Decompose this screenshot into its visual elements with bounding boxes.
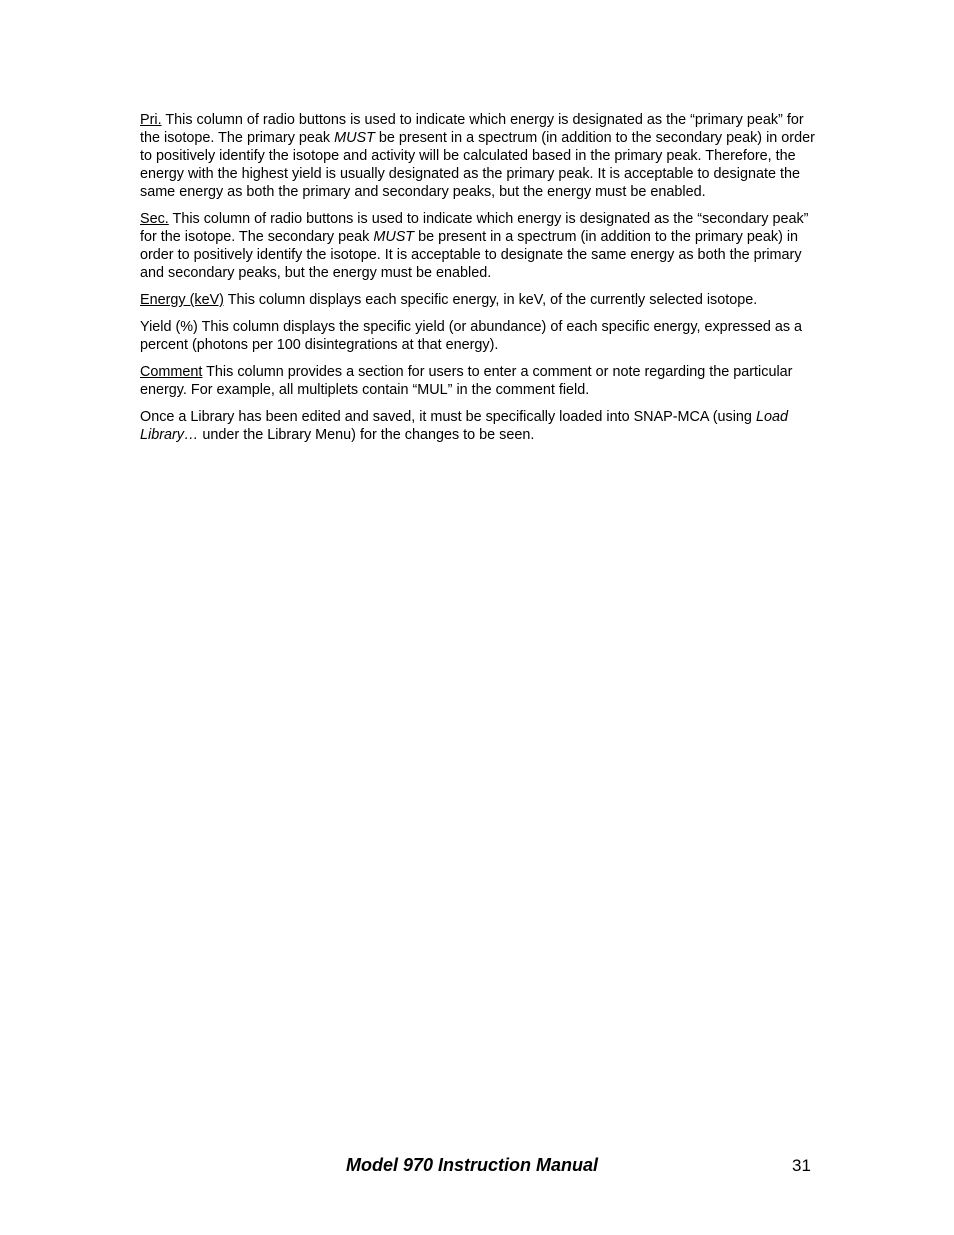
paragraph-sec <box>140 210 820 282</box>
paragraph-library-text-1: Once a Library has been edited and saved, it must be specifically loaded into SNAP-MCA (using <box>140 409 756 425</box>
paragraph-yield-text: Yield (%) This column displays the specific yield (or abundance) of each specific energy, expressed as a percent (photons per 100 disintegrations at that energy). <box>140 319 803 353</box>
paragraph-comment <box>140 363 820 399</box>
paragraph-pri-emphasis: MUST <box>334 130 375 146</box>
term-pri: Pri. <box>140 112 162 128</box>
paragraph-pri <box>140 111 820 201</box>
paragraph-yield <box>140 318 820 354</box>
paragraph-sec-emphasis: MUST <box>373 229 415 245</box>
paragraph-sec-text-2: be present in a spectrum (in addition to the primary peak) in order to positively identify the isotope. It is acceptable to designate the same energy as both the primary and secondary peaks, but the energy must be enabled. <box>140 229 802 281</box>
paragraph-comment-text: This column provides a section for users to enter a comment or note regarding the particular energy. For example, all multiplets contain “MUL” in the comment field. <box>140 364 793 398</box>
paragraph-energy-text: This column displays each specific energy, in keV, of the currently selected isotope. <box>223 292 758 308</box>
page-number: 31 <box>792 1156 811 1175</box>
term-comment: Comment <box>140 364 203 380</box>
paragraph-library <box>140 408 820 444</box>
document-body <box>140 111 820 453</box>
paragraph-library-emphasis: Load Library… <box>140 409 788 443</box>
paragraph-pri-text-1: This column of radio buttons is used to indicate which energy is designated as the “primary peak” for the isotope. The primary peak <box>140 112 804 146</box>
term-energy: Energy (keV) <box>140 292 224 308</box>
footer-title: Model 970 Instruction Manual <box>346 1155 599 1175</box>
paragraph-pri-text-2: be present in a spectrum (in addition to the secondary peak) in order to positively identify the isotope and activity will be calculated based in the primary peak. Therefore, the energy with the highest yield is usually designated as the primary peak. It is acceptable to designate the same energy as both the primary and secondary peaks, but the energy must be enabled. <box>140 130 815 200</box>
paragraph-sec-text-1: This column of radio buttons is used to indicate which energy is designated as the “secondary peak” for the isotope. The secondary peak <box>140 211 809 245</box>
paragraph-energy <box>140 291 820 309</box>
paragraph-library-text-2: under the Library Menu) for the changes to be seen. <box>198 427 535 443</box>
term-sec: Sec. <box>140 211 169 227</box>
